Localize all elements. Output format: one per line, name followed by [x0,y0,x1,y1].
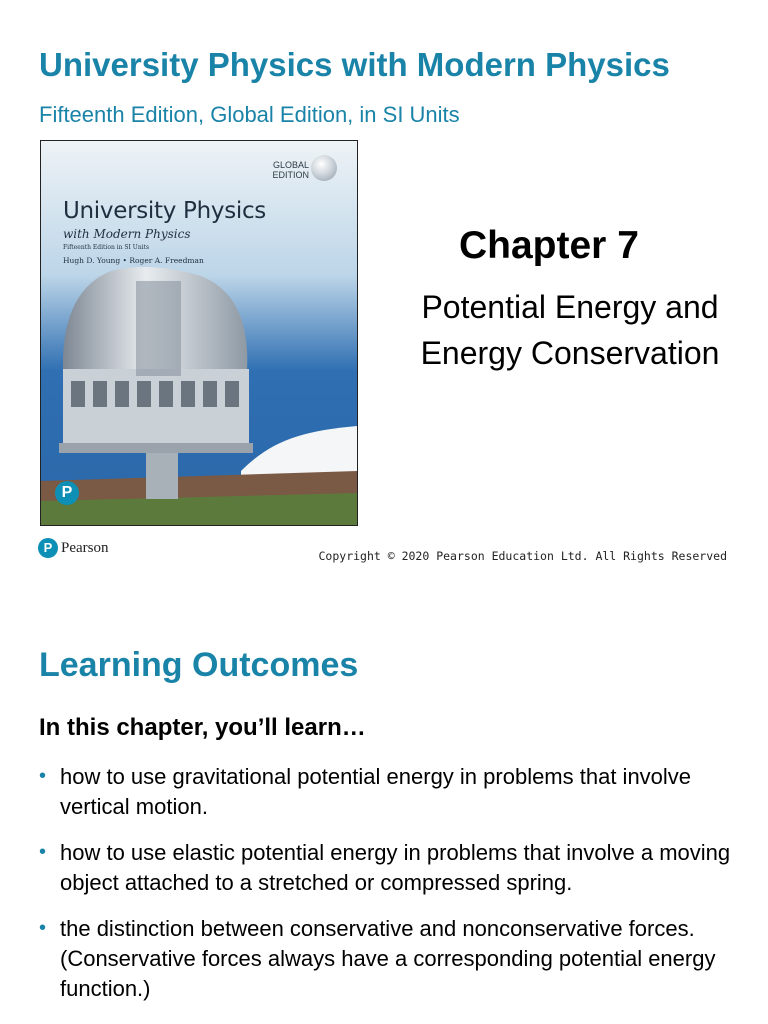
slide-separator [0,582,768,612]
publisher-logo [38,538,109,558]
learning-outcomes-slide [0,612,768,1024]
chapter-subtitle: Potential Energy and Energy Conservation [420,289,720,371]
cover-subtitle: with Modern Physics [63,227,191,241]
chapter-heading: Chapter 7 [459,224,639,267]
bullet-icon: • [39,841,47,863]
globe-icon [311,155,337,181]
cover-title: University Physics [63,198,266,224]
slide-title: University Physics with Modern Physics [39,46,670,83]
global-edition-badge [259,160,309,180]
bullet-icon: • [39,765,47,787]
list-item [39,762,739,822]
publisher-name: Pearson [61,539,109,556]
cover-edition: Fifteenth Edition in SI Units [63,244,150,251]
outcome-list [39,762,739,1020]
pearson-icon: P [38,538,58,558]
list-item [39,838,739,898]
copyright-notice: Copyright © 2020 Pearson Education Ltd. All Rights Reserved [318,549,727,563]
list-item-text: how to use gravitational potential energy in problems that involve vertical motion. [60,764,692,819]
slide-title: Learning Outcomes [39,646,359,684]
badge-line-1: GLOBAL [272,160,309,170]
list-item-text: the distinction between conservative and nonconservative forces. (Conservative forces always have a corresponding potential energy function.) [60,916,716,1001]
slide-subtitle: Fifteenth Edition, Global Edition, in SI Units [39,102,460,127]
pearson-logo-icon: P [55,481,79,505]
cover-authors: Hugh D. Young • Roger A. Freedman [63,256,204,265]
book-cover [40,140,358,526]
intro-heading: In this chapter, you’ll learn… [39,714,366,741]
badge-line-2: EDITION [272,170,309,180]
list-item [39,914,739,1004]
bullet-icon: • [39,917,47,939]
list-item-text: how to use elastic potential energy in problems that involve a moving object attached to a stretched or compressed spring. [60,840,731,895]
